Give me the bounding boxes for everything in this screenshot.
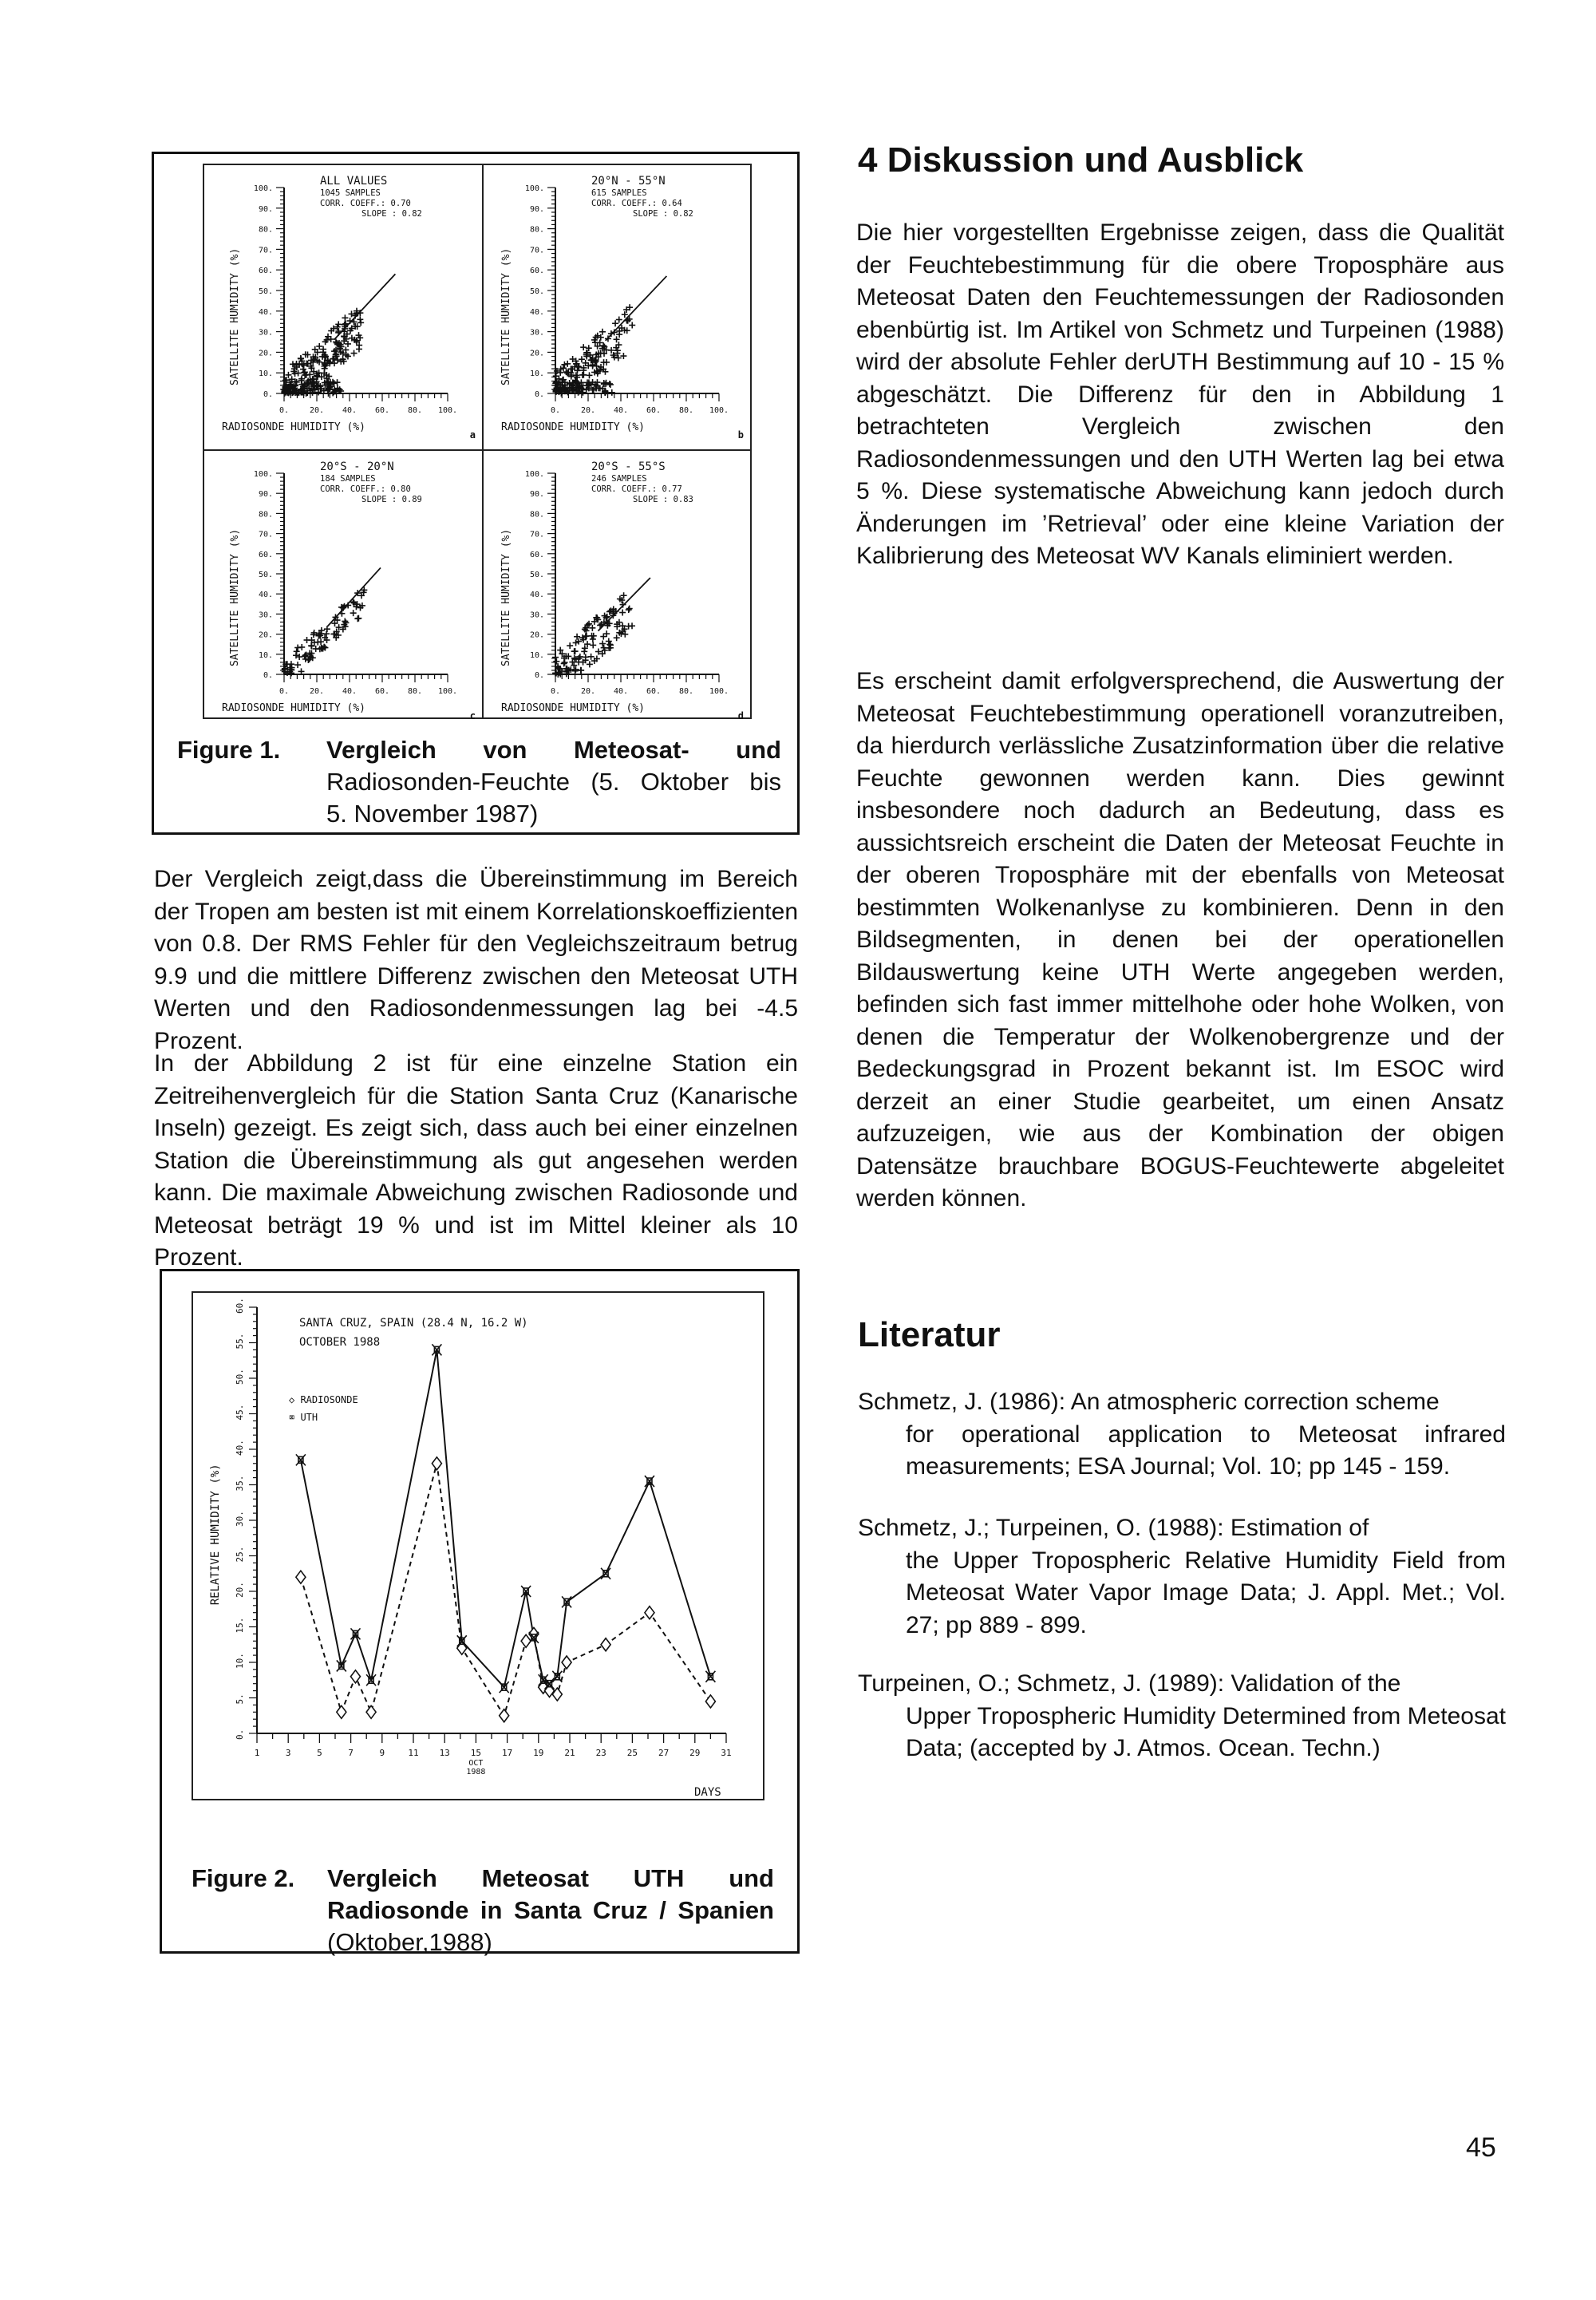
svg-text:100.: 100.: [709, 687, 729, 696]
svg-text:RADIOSONDE HUMIDITY (%): RADIOSONDE HUMIDITY (%): [501, 702, 646, 714]
svg-text:100.: 100.: [437, 687, 458, 696]
svg-text:60.: 60.: [529, 267, 544, 276]
svg-text:15.: 15.: [235, 1617, 245, 1634]
svg-text:3: 3: [285, 1748, 291, 1758]
reference-3: [858, 1668, 1506, 1765]
svg-text:SATELLITE HUMIDITY (%): SATELLITE HUMIDITY (%): [500, 528, 512, 666]
svg-text:31: 31: [721, 1748, 732, 1758]
svg-text:100.: 100.: [709, 406, 729, 415]
svg-text:27: 27: [658, 1748, 670, 1758]
figure-1-label: Figure 1.: [177, 736, 281, 764]
svg-text:0.: 0.: [550, 687, 561, 696]
svg-text:RADIOSONDE HUMIDITY (%): RADIOSONDE HUMIDITY (%): [222, 702, 366, 714]
svg-text:10.: 10.: [258, 650, 273, 660]
svg-text:10.: 10.: [529, 370, 544, 379]
svg-text:100.: 100.: [253, 470, 273, 479]
svg-text:20.: 20.: [258, 630, 273, 640]
svg-text:SATELLITE HUMIDITY (%): SATELLITE HUMIDITY (%): [229, 247, 241, 385]
svg-text:ALL VALUES: ALL VALUES: [320, 175, 388, 188]
left-paragraph-1: Der Vergleich zeigt,dass die Übereinstimmung im Bereich der Tropen am besten ist mit einem Korrelationskoeffizienten von 0.8. Der RMS Fehler für den Vegleichszeitraum betrug 9.9 und die mittlere Differenz zwischen den Meteosat UTH Werten und den Radiosondenmessungen lag bei -4.5 Prozent.: [154, 866, 798, 1054]
svg-text:30.: 30.: [529, 611, 544, 620]
reference-2: [858, 1512, 1506, 1642]
svg-text:40.: 40.: [342, 406, 358, 415]
figure-2-caption-line-3: (Oktober,1988): [327, 1928, 492, 1956]
reference-1-details: for operational application to Meteosat infrared measurements; ESA Journal; Vol. 10; pp 145 - 159.: [906, 1421, 1506, 1480]
figure-1-caption-line-1: Vergleich von Meteosat- und: [326, 736, 781, 764]
svg-text:40.: 40.: [613, 406, 629, 415]
svg-text:0.: 0.: [263, 390, 273, 399]
svg-text:25: 25: [626, 1748, 638, 1758]
svg-text:1045 SAMPLES: 1045 SAMPLES: [320, 188, 381, 198]
svg-text:40.: 40.: [529, 307, 544, 317]
svg-text:SLOPE : 0.82: SLOPE : 0.82: [361, 209, 422, 219]
svg-text:60.: 60.: [529, 550, 544, 559]
svg-text:CORR. COEFF.: 0.64: CORR. COEFF.: 0.64: [591, 199, 682, 208]
svg-text:15: 15: [470, 1748, 482, 1758]
svg-text:1: 1: [254, 1748, 260, 1758]
svg-text:90.: 90.: [258, 490, 273, 500]
svg-text:SLOPE : 0.89: SLOPE : 0.89: [361, 495, 422, 504]
figure-2-label: Figure 2.: [192, 1864, 295, 1892]
figure-1-caption-line-3: 5. November 1987): [326, 800, 539, 828]
svg-text:60.: 60.: [374, 406, 390, 415]
svg-text:40.: 40.: [258, 591, 273, 600]
svg-text:40.: 40.: [529, 591, 544, 600]
svg-text:19: 19: [533, 1748, 544, 1758]
svg-text:80.: 80.: [678, 687, 694, 696]
svg-text:10.: 10.: [529, 650, 544, 660]
svg-text:11: 11: [408, 1748, 419, 1758]
svg-text:20.: 20.: [309, 687, 325, 696]
svg-text:70.: 70.: [258, 530, 273, 539]
svg-text:100.: 100.: [253, 184, 273, 193]
left-paragraph-2: In der Abbildung 2 ist für eine einzelne Station ein Zeitreihenvergleich für die Station Santa Cruz (Kanarische Inseln) gezeigt. Es zeigt sich, dass auch bei einer einzelnen Station die Übereinstimmung als gut angesehen werden kann. Die maximale Abweichung zwischen Radiosonde und Meteosat beträgt 19 % und ist im Mittel kleiner als 10 Prozent.: [154, 1050, 798, 1271]
svg-text:100.: 100.: [524, 470, 544, 479]
svg-text:DAYS: DAYS: [694, 1786, 721, 1799]
svg-text:30.: 30.: [258, 611, 273, 620]
svg-text:0.: 0.: [279, 687, 290, 696]
svg-text:90.: 90.: [258, 204, 273, 214]
svg-text:SATELLITE HUMIDITY (%): SATELLITE HUMIDITY (%): [500, 247, 512, 385]
svg-text:0.: 0.: [263, 671, 273, 680]
svg-text:60.: 60.: [258, 550, 273, 559]
svg-text:60.: 60.: [235, 1298, 245, 1314]
svg-text:60.: 60.: [374, 687, 390, 696]
svg-text:20.: 20.: [235, 1582, 245, 1598]
reference-2-details: the Upper Tropospheric Relative Humidity Field from Meteosat Water Vapor Image Data; J. Appl. Met.; Vol. 27; pp 889 - 899.: [906, 1547, 1506, 1638]
svg-text:20°S - 20°N: 20°S - 20°N: [320, 460, 394, 473]
svg-text:50.: 50.: [529, 571, 544, 579]
figure-2-caption-line-1: Vergleich Meteosat UTH und: [327, 1864, 774, 1892]
svg-text:20.: 20.: [580, 406, 596, 415]
scatter-panel-a: [203, 164, 484, 451]
svg-text:25.: 25.: [235, 1546, 245, 1563]
svg-text:23: 23: [595, 1748, 606, 1758]
svg-text:SANTA CRUZ, SPAIN (28.4 N, 16.: SANTA CRUZ, SPAIN (28.4 N, 16.2 W): [299, 1317, 528, 1330]
humidity-timeseries-panel: [192, 1291, 764, 1800]
humidity-timeseries-plot: [193, 1293, 766, 1802]
svg-text:0.: 0.: [550, 406, 561, 415]
svg-text:CORR. COEFF.: 0.77: CORR. COEFF.: 0.77: [591, 484, 682, 494]
reference-2-authors: Schmetz, J.; Turpeinen, O. (1988): Estimation of: [858, 1515, 1369, 1541]
figure-2-caption-line-2: Radiosonde in Santa Cruz / Spanien: [327, 1896, 774, 1924]
svg-text:70.: 70.: [258, 246, 273, 255]
svg-text:7: 7: [348, 1748, 354, 1758]
svg-text:OCTOBER 1988: OCTOBER 1988: [299, 1336, 381, 1349]
svg-text:20.: 20.: [580, 687, 596, 696]
svg-text:90.: 90.: [529, 204, 544, 214]
svg-text:80.: 80.: [529, 225, 544, 235]
svg-text:55.: 55.: [235, 1333, 245, 1350]
section-heading-discussion: 4 Diskussion und Ausblick: [858, 140, 1304, 180]
svg-text:RADIOSONDE HUMIDITY (%): RADIOSONDE HUMIDITY (%): [222, 421, 366, 433]
scatter-panel-c: [203, 449, 484, 719]
svg-text:OCT: OCT: [468, 1759, 484, 1768]
figure-2-caption: [192, 1863, 774, 1956]
page-number: 45: [1466, 2132, 1496, 2163]
svg-text:SLOPE : 0.83: SLOPE : 0.83: [633, 495, 693, 504]
svg-text:80.: 80.: [407, 406, 423, 415]
svg-text:80.: 80.: [258, 225, 273, 235]
svg-text:10.: 10.: [235, 1653, 245, 1669]
svg-text:10.: 10.: [258, 370, 273, 379]
svg-text:a: a: [469, 429, 476, 441]
svg-text:80.: 80.: [258, 510, 273, 520]
svg-text:80.: 80.: [678, 406, 694, 415]
svg-text:60.: 60.: [646, 406, 662, 415]
scatter-panel-d: [482, 449, 752, 719]
svg-text:b: b: [737, 429, 744, 441]
svg-text:20.: 20.: [529, 349, 544, 358]
svg-text:45.: 45.: [235, 1404, 245, 1421]
svg-text:20°S - 55°S: 20°S - 55°S: [591, 460, 666, 473]
reference-1-authors: Schmetz, J. (1986): An atmospheric correction scheme: [858, 1389, 1440, 1415]
svg-text:17: 17: [501, 1748, 513, 1758]
svg-text:60.: 60.: [646, 687, 662, 696]
figure-1-caption: [177, 734, 784, 838]
section-heading-literature: Literatur: [858, 1315, 1001, 1354]
svg-text:1988: 1988: [466, 1768, 486, 1776]
svg-text:100.: 100.: [437, 406, 458, 415]
svg-text:30.: 30.: [258, 328, 273, 338]
svg-text:70.: 70.: [529, 530, 544, 539]
svg-text:0.: 0.: [534, 390, 544, 399]
svg-text:RADIOSONDE HUMIDITY (%): RADIOSONDE HUMIDITY (%): [501, 421, 646, 433]
scatter-plot-d: [484, 451, 753, 721]
svg-text:90.: 90.: [529, 490, 544, 500]
svg-text:29: 29: [689, 1748, 701, 1758]
svg-text:0.: 0.: [235, 1729, 245, 1740]
discussion-paragraph-1: Die hier vorgestellten Ergebnisse zeigen, dass die Qualität der Feuchtebestimmung für die obere Troposphäre aus Meteosat Daten den Feuchtemessungen der Radiosonden ebenbürtig ist. Im Artikel von Schmetz und Turpeinen (1988) wird der absolute Fehler derUTH Bestimmung auf 10 - 15 % abgeschätzt. Die Differenz für den in Abbildung 1 betrachteten Vergleich zwischen den Radiosondenmessungen und den UTH Werten lag bei etwa 5 %. Diese systematische Abweichung kann jedoch durch Änderungen im ’Retrieval’ oder eine kleine Variation der Kalibrierung des Meteosat WV Kanals eliminiert werden.: [856, 219, 1504, 569]
svg-text:CORR. COEFF.: 0.70: CORR. COEFF.: 0.70: [320, 199, 411, 208]
svg-text:20°N - 55°N: 20°N - 55°N: [591, 175, 666, 188]
scatter-panel-b: [482, 164, 752, 451]
svg-text:50.: 50.: [529, 287, 544, 296]
svg-text:SATELLITE HUMIDITY (%): SATELLITE HUMIDITY (%): [229, 528, 241, 666]
svg-text:5.: 5.: [235, 1693, 245, 1705]
svg-text:13: 13: [439, 1748, 450, 1758]
svg-text:0.: 0.: [534, 671, 544, 680]
svg-text:40.: 40.: [258, 307, 273, 317]
svg-text:RELATIVE HUMIDITY (%): RELATIVE HUMIDITY (%): [209, 1464, 222, 1606]
svg-text:d: d: [737, 710, 744, 721]
svg-text:70.: 70.: [529, 246, 544, 255]
svg-text:0.: 0.: [279, 406, 290, 415]
scatter-plot-b: [484, 165, 753, 452]
svg-text:40.: 40.: [613, 687, 629, 696]
reference-3-details: Upper Tropospheric Humidity Determined from Meteosat Data; (accepted by J. Atmos. Ocean. Techn.): [906, 1702, 1506, 1761]
svg-text:20.: 20.: [309, 406, 325, 415]
svg-text:50.: 50.: [258, 571, 273, 579]
svg-text:50.: 50.: [235, 1369, 245, 1385]
reference-1: [858, 1386, 1506, 1484]
svg-text:SLOPE : 0.82: SLOPE : 0.82: [633, 209, 693, 219]
svg-text:◇ RADIOSONDE: ◇ RADIOSONDE: [289, 1394, 358, 1405]
scatter-plot-a: [204, 165, 485, 452]
svg-text:184 SAMPLES: 184 SAMPLES: [320, 474, 376, 484]
svg-text:30.: 30.: [235, 1511, 245, 1527]
svg-text:246 SAMPLES: 246 SAMPLES: [591, 474, 647, 484]
svg-text:80.: 80.: [407, 687, 423, 696]
svg-text:40.: 40.: [342, 687, 358, 696]
reference-3-authors: Turpeinen, O.; Schmetz, J. (1989): Validation of the: [858, 1670, 1401, 1697]
svg-text:100.: 100.: [524, 184, 544, 193]
svg-text:35.: 35.: [235, 1475, 245, 1492]
svg-text:60.: 60.: [258, 267, 273, 276]
figure-1-caption-line-2: Radiosonden-Feuchte (5. Oktober bis: [326, 768, 781, 796]
svg-text:20.: 20.: [529, 630, 544, 640]
svg-text:21: 21: [564, 1748, 575, 1758]
svg-text:30.: 30.: [529, 328, 544, 338]
svg-text:80.: 80.: [529, 510, 544, 520]
discussion-paragraph-2: Es erscheint damit erfolgversprechend, die Auswertung der Meteosat Feuchtebestimmung operationell voranzutreiben, da hierdurch verlässliche Zusatzinformation über die relative Feuchte gewonnen werden kann. Dies gewinnt insbesondere noch dadurch an Bedeutung, dass es aussichtsreich erscheint die Daten der Meteosat Feuchte in der oberen Troposphäre mit der ebenfalls von Meteosat bestimmten Wolkenanlyse zu kombinieren. Denn in den Bildsegmenten, in denen bei der operationellen Bildauswertung keine UTH Werte angegeben werden, befinden sich fast immer mittelhohe oder hohe Wolken, von denen die Temperatur der Wolkenobergrenze und der Bedeckungsgrad in Prozent bekannt ist. Im ESOC wird derzeit an einer Studie gearbeitet, um einen Ansatz aufzuzeigen, wie aus der Kombination der obigen Datensätze brauchbare BOGUS-Feuchtewerte abgeleitet werden können.: [856, 668, 1504, 1211]
svg-text:c: c: [469, 710, 476, 721]
svg-text:9: 9: [379, 1748, 385, 1758]
svg-text:5: 5: [317, 1748, 322, 1758]
svg-text:50.: 50.: [258, 287, 273, 296]
svg-text:20.: 20.: [258, 349, 273, 358]
svg-text:40.: 40.: [235, 1440, 245, 1456]
svg-text:615 SAMPLES: 615 SAMPLES: [591, 188, 647, 198]
svg-text:CORR. COEFF.: 0.80: CORR. COEFF.: 0.80: [320, 484, 411, 494]
svg-text:⌧ UTH: ⌧ UTH: [289, 1412, 318, 1423]
scatter-plot-c: [204, 451, 485, 721]
